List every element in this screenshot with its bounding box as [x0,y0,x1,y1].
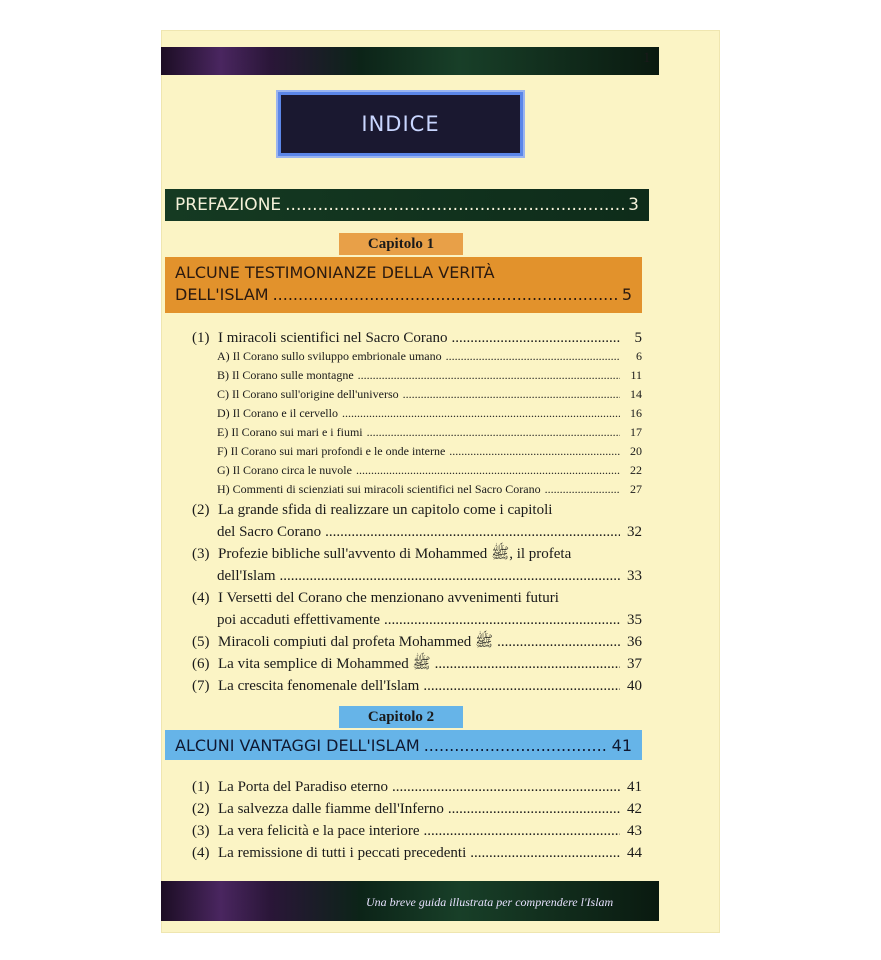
prefazione-label: PREFAZIONE [175,195,282,215]
chapter1-title-line2: DELL'ISLAM [175,285,269,304]
dot-leader [285,195,624,215]
dot-leader [452,328,620,348]
entry-page: 35 [627,612,642,628]
toc-subentry[interactable] [217,348,642,364]
entry-text: La grande sfida di realizzare un capitolo come i capitoli [218,502,553,518]
entry-text: E) Il Corano sui mari e i fiumi [217,425,363,439]
book-page [161,30,720,933]
entry-page: 27 [630,482,642,496]
dot-leader [392,777,620,797]
dot-leader [446,348,620,364]
toc-subentry[interactable] [217,462,642,478]
toc-entry[interactable] [192,328,642,348]
dot-leader [545,481,620,497]
entry-page: 40 [627,678,642,694]
entry-page: 16 [630,406,642,420]
entry-number: (5) [192,634,210,650]
entry-number: (2) [192,502,210,518]
entry-page: 6 [636,349,642,363]
toc-entry[interactable] [192,676,642,696]
chapter1-title-box[interactable] [165,257,642,313]
dot-leader [384,610,620,630]
dot-leader [423,676,620,696]
toc-entry-continuation[interactable] [217,610,642,630]
entry-text: La Porta del Paradiso eterno [218,779,388,795]
chapter1-label: Capitolo 1 [339,233,463,255]
dot-leader [358,367,620,383]
index-title: INDICE [361,112,440,136]
dot-leader [449,443,620,459]
toc-subentry[interactable] [217,443,642,459]
dot-leader [448,799,620,819]
entry-text: B) Il Corano sulle montagne [217,368,354,382]
entry-page: 32 [627,524,642,540]
footer-caption: Una breve guida illustrata per comprendere l'Islam [366,895,614,909]
entry-text: A) Il Corano sullo sviluppo embrionale umano [217,349,442,363]
dot-leader [280,566,620,586]
dot-leader [325,522,620,542]
entry-page: 33 [627,568,642,584]
entry-page: 11 [630,368,642,382]
entry-text: I miracoli scientifici nel Sacro Corano [218,330,448,346]
toc-entry[interactable] [192,588,642,608]
entry-page: 41 [627,779,642,795]
entry-text: La vera felicità e la pace interiore [218,823,420,839]
toc-entry[interactable] [192,777,642,797]
toc-subentry[interactable] [217,386,642,402]
entry-text: F) Il Corano sui mari profondi e le onde interne [217,444,446,458]
index-title-box [278,92,523,156]
toc-subentry[interactable] [217,424,642,440]
dot-leader [424,821,620,841]
entry-number: (2) [192,801,210,817]
toc-entry[interactable] [192,654,642,674]
page-number: 1 [643,50,651,66]
toc-entry[interactable] [192,500,642,520]
dot-leader [435,654,620,674]
entry-number: (1) [192,330,210,346]
chapter1-title-line1: ALCUNE TESTIMONIANZE DELLA VERITÀ [175,263,495,282]
entry-page: 37 [627,656,642,672]
dot-leader [356,462,620,478]
dot-leader [342,405,620,421]
toc-entry[interactable] [192,632,642,652]
entry-text: La salvezza dalle fiamme dell'Inferno [218,801,444,817]
entry-number: (7) [192,678,210,694]
entry-page: 22 [630,463,642,477]
entry-text: C) Il Corano sull'origine dell'universo [217,387,399,401]
entry-text: I Versetti del Corano che menzionano avvenimenti futuri [218,590,559,606]
toc-subentry[interactable] [217,405,642,421]
chapter2-label: Capitolo 2 [339,706,463,728]
chapter2-title: ALCUNI VANTAGGI DELL'ISLAM [175,735,420,755]
entry-text: La crescita fenomenale dell'Islam [218,678,420,694]
dot-leader [424,736,608,755]
chapter2-page: 41 [611,735,632,755]
entry-page: 36 [627,634,642,650]
dot-leader [403,386,620,402]
toc-entry-continuation[interactable] [217,522,642,542]
chapter2-title-box[interactable] [165,730,642,760]
top-decorative-band [161,47,659,75]
entry-text: dell'Islam [217,568,276,584]
entry-number: (1) [192,779,210,795]
entry-number: (4) [192,590,210,606]
entry-text: La vita semplice di Mohammed ﷺ [218,656,431,672]
entry-number: (3) [192,546,210,562]
entry-page: 20 [630,444,642,458]
toc-subentry[interactable] [217,367,642,383]
entry-text: del Sacro Corano [217,524,322,540]
dot-leader [497,632,620,652]
entry-number: (3) [192,823,210,839]
entry-page: 43 [627,823,642,839]
toc-entry[interactable] [192,799,642,819]
prefazione-entry[interactable] [165,189,649,221]
entry-page: 44 [627,845,642,861]
toc-entry[interactable] [192,544,642,564]
entry-number: (6) [192,656,210,672]
dot-leader [273,284,618,306]
toc-entry[interactable] [192,843,642,863]
entry-text: poi accaduti effettivamente [217,612,380,628]
entry-text: D) Il Corano e il cervello [217,406,338,420]
entry-text: G) Il Corano circa le nuvole [217,463,352,477]
dot-leader [367,424,620,440]
entry-page: 14 [630,387,642,401]
entry-text: La remissione di tutti i peccati precedenti [218,845,467,861]
entry-page: 17 [630,425,642,439]
entry-page: 42 [627,801,642,817]
entry-number: (4) [192,845,210,861]
entry-text: Miracoli compiuti dal profeta Mohammed ﷺ [218,634,494,650]
entry-text: Profezie bibliche sull'avvento di Mohammed ﷺ, il profeta [218,546,572,562]
toc-subentry[interactable] [217,481,642,497]
entry-page: 5 [634,330,642,346]
entry-text: H) Commenti di scienziati sui miracoli scientifici nel Sacro Corano [217,482,541,496]
toc-entry[interactable] [192,821,642,841]
chapter1-page: 5 [621,285,632,304]
prefazione-page: 3 [628,195,639,215]
toc-entry-continuation[interactable] [217,566,642,586]
dot-leader [470,843,620,863]
